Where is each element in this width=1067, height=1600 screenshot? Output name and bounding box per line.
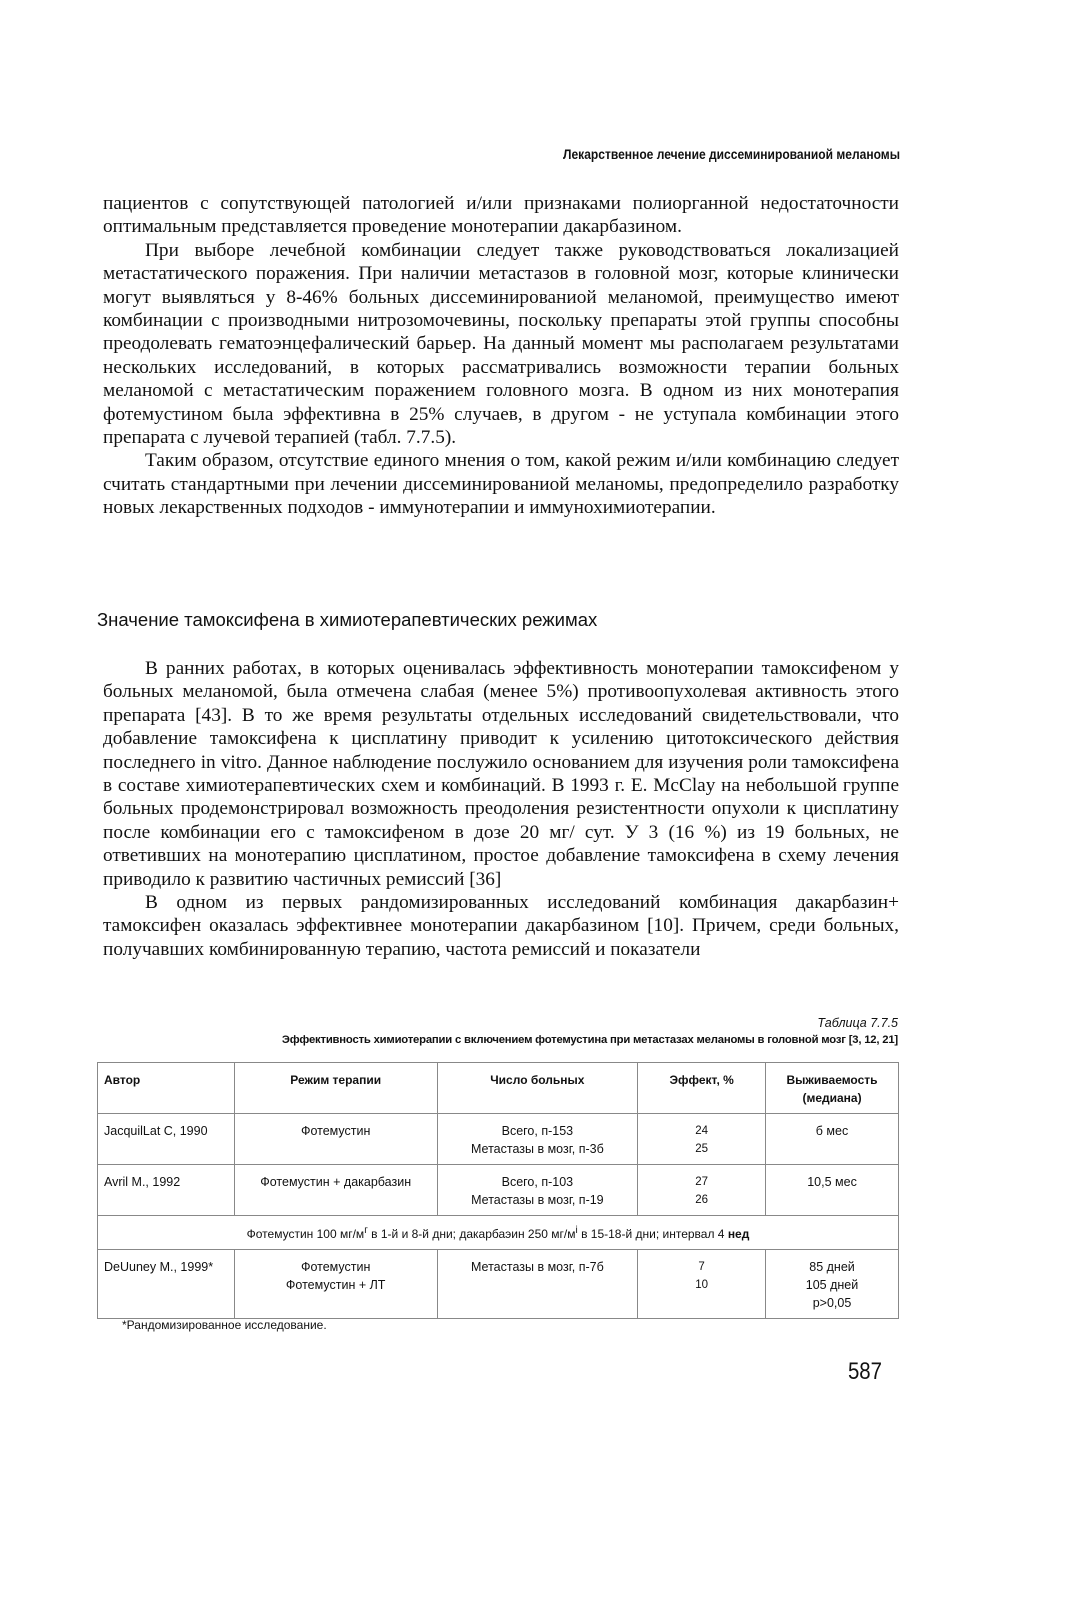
table-title: Эффективность химиотерапии с включением фотемустина при метастазах меланомы в головной мозг [3, 12, 21] xyxy=(281,1034,898,1046)
note-sup: і xyxy=(575,1225,578,1236)
cell-effect xyxy=(638,1250,766,1319)
cell-line: 105 дней xyxy=(805,1278,859,1292)
header-effect: Эффект, % xyxy=(638,1063,766,1114)
note-sup: г xyxy=(364,1225,368,1236)
table-caption: Таблица 7.7.5 xyxy=(817,1016,898,1030)
cell-line: 7 xyxy=(698,1261,705,1273)
cell-line: 26 xyxy=(695,1194,709,1206)
cell-patients xyxy=(437,1114,638,1165)
cell-author: Avril М., 1992 xyxy=(98,1165,235,1216)
cell-survival xyxy=(766,1250,899,1319)
page-number: 587 xyxy=(847,1358,882,1385)
paragraph: При выборе лечебной комбинации следует также руководствоваться локализацией метастатического поражения. При наличии метастазов в головной мозг, которые клинически могут выявляться у 8-46% больных диссеминированиой меланомой, преимущество имеют комбинации с производными нитрозомочевины, поскольку препараты этой группы способны преодолевать гематоэнцефалический барьер. На данный момент мы располагаем результатами нескольких исследований, в которых рассматривались возможности терапии больных меланомой с метастатическим поражением головного мозга. В одном из них монотерапия фотемустином была эффективна в 25% случаев, в другом - не уступала комбинации этого препарата с лучевой терапией (табл. 7.7.5). xyxy=(103,239,899,449)
paragraph: Таким образом, отсутствие единого мнения о том, какой режим и/или комбинацию следует считать стандартными при лечении диссеминированиой меланомы, предопределило разработку новых лекарственных подходов - иммунотерапии и иммунохимиотерапии. xyxy=(103,450,899,519)
cell-patients xyxy=(437,1250,638,1319)
text-block-lower xyxy=(103,657,899,961)
cell-line: б мес xyxy=(815,1124,849,1138)
header-regimen: Режим терапии xyxy=(234,1063,437,1114)
cell-regimen xyxy=(234,1250,437,1319)
cell-line: Фотемустин + ЛТ xyxy=(285,1278,386,1292)
cell-survival xyxy=(766,1114,899,1165)
cell-author: JacquilLat С, 1990 xyxy=(98,1114,235,1165)
cell-line: Фотемустин + дакарбазин xyxy=(260,1175,412,1189)
cell-line: Всего, п-103 xyxy=(501,1175,574,1189)
cell-line: 10 xyxy=(695,1279,709,1291)
table-header-row xyxy=(98,1063,899,1114)
cell-line: 85 дней xyxy=(809,1260,855,1274)
table-row xyxy=(98,1250,899,1319)
cell-line: Метастазы в мозг, п-3б xyxy=(471,1142,604,1156)
table-row xyxy=(98,1114,899,1165)
cell-patients xyxy=(437,1165,638,1216)
cell-line: 24 xyxy=(695,1125,709,1137)
table-row xyxy=(98,1165,899,1216)
cell-effect xyxy=(638,1114,766,1165)
paragraph: пациентов с сопутствующей патологией и/или признаками полиорганной недостаточности оптимальным представляется проведение монотерапии дакарбазином. xyxy=(103,193,899,238)
cell-survival xyxy=(766,1165,899,1216)
cell-line: Всего, п-153 xyxy=(501,1124,574,1138)
running-head: Лекарственное лечение диссеминированиой меланомы xyxy=(563,146,900,162)
paragraph: В одном из первых рандомизированных исследований комбинация дакарбазин+ тамоксифен оказалась эффективнее монотерапии дакарбазином [10]. Причем, среди больных, получавших комбинированную терапию, частота ремиссий и показатели xyxy=(103,892,899,960)
cell-effect xyxy=(638,1165,766,1216)
header-survival: Выживаемость (медиана) xyxy=(766,1063,899,1114)
cell-line: 25 xyxy=(695,1143,709,1155)
results-table xyxy=(97,1062,899,1319)
note-text: в 15-18-й дни; интервал 4 xyxy=(577,1227,728,1241)
header-author: Автор xyxy=(98,1063,235,1114)
section-heading: Значение тамоксифена в химиотерапевтических режимах xyxy=(97,609,598,630)
paragraph: В ранних работах, в которых оценивалась эффективность монотерапии тамоксифеном у больных меланомой, была отмечена слабая (менее 5%) противоопухолевая активность этого препарата [43]. В то же время результаты отдельных исследований свидетельствовали, что добавление тамоксифена к цисплатину приводит к усилению цитотоксического действия последнего in vitro. Данное наблюдение послужило основанием для изучения роли тамоксифена в составе химиотерапевтических схем и комбинаций. В 1993 г. Е. McClay на небольшой группе больных продемонстрировал возможность преодоления резистентности опухоли к цисплатину после комбинации его с тамоксифеном в дозе 20 мг/ сут. У 3 (16 %) из 19 больных, не ответивших на монотерапию цисплатином, простое добавление тамоксифена в схему лечения приводило к развитию частичных ремиссий [36] xyxy=(103,658,899,890)
cell-line: р>0,05 xyxy=(812,1296,852,1310)
table-note-row xyxy=(98,1216,899,1250)
cell-line: Метастазы в мозг, п-19 xyxy=(471,1193,604,1207)
cell-line: Метастазы в мозг, п-7б xyxy=(471,1260,604,1274)
text-block-upper xyxy=(103,192,899,520)
cell-author: DeUuney М., 1999* xyxy=(98,1250,235,1319)
note-text: в 1-й и 8-й дни; дакарбаэин 250 мг/м xyxy=(367,1227,576,1241)
table-footnote: *Рандомизированное исследование. xyxy=(122,1318,327,1332)
note-bold: нед xyxy=(727,1227,750,1241)
cell-regimen xyxy=(234,1114,437,1165)
cell-line: 10,5 мес xyxy=(807,1175,857,1189)
header-patients: Число больных xyxy=(437,1063,638,1114)
dosage-note xyxy=(98,1216,899,1250)
cell-regimen xyxy=(234,1165,437,1216)
cell-line: 27 xyxy=(695,1176,709,1188)
cell-line: Фотемустин xyxy=(300,1260,371,1274)
note-text: Фотемустин 100 мг/м xyxy=(246,1227,365,1241)
cell-line: Фотемустин xyxy=(300,1124,371,1138)
